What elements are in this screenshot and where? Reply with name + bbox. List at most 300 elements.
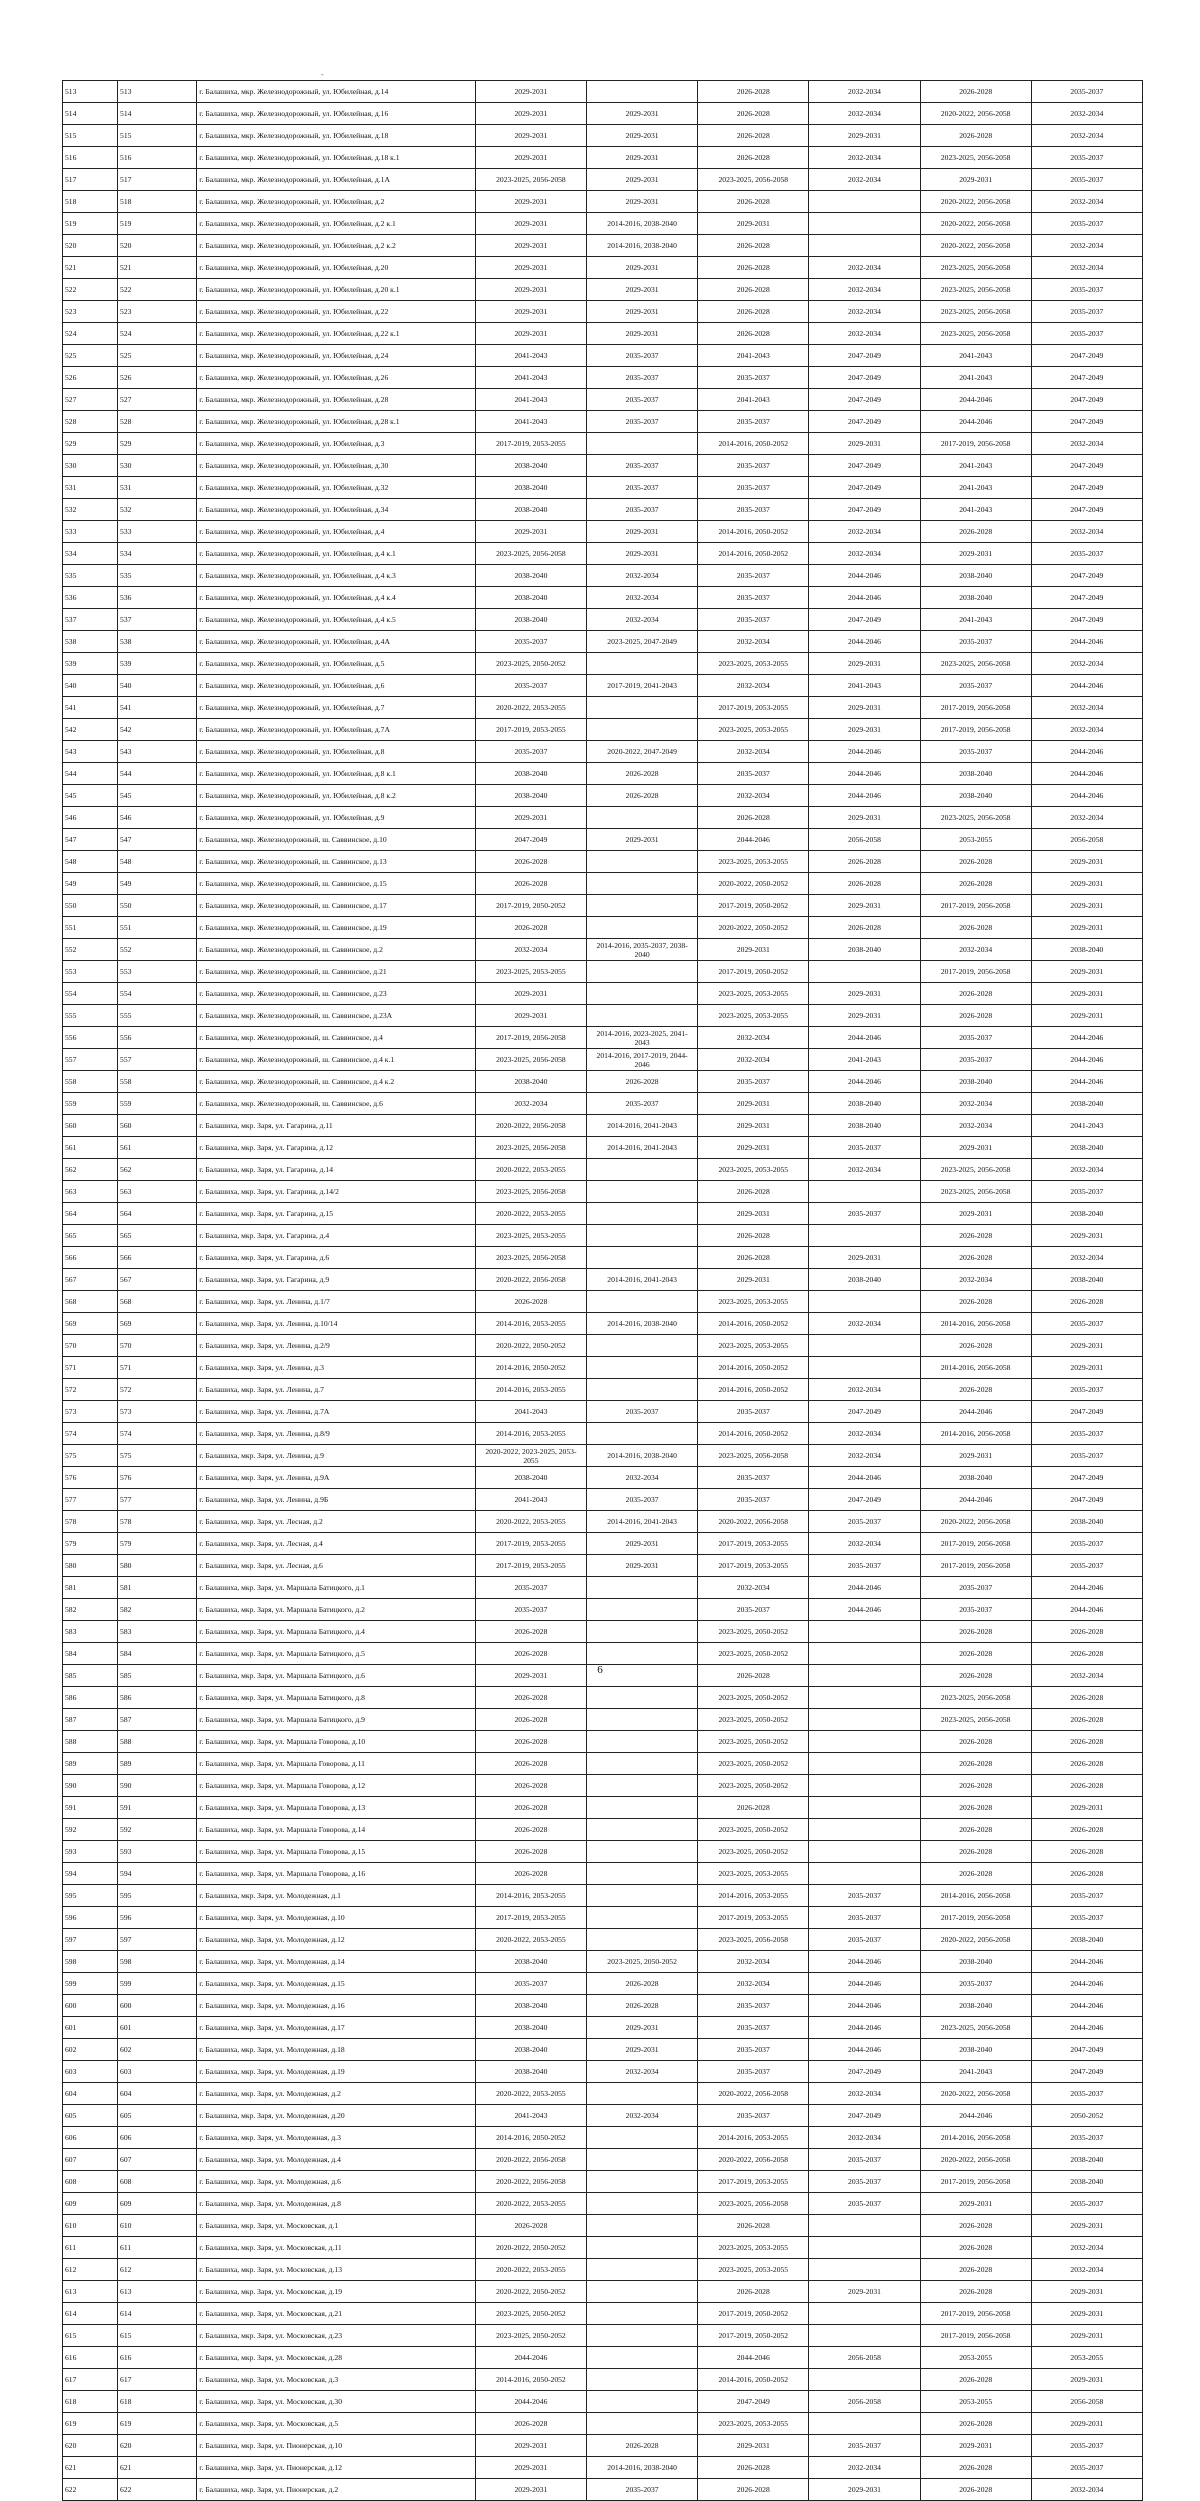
table-row	[63, 1203, 1143, 1225]
table-cell: 2032-2034	[1031, 2479, 1142, 2501]
table-row	[63, 213, 1143, 235]
table-row	[63, 1093, 1143, 1115]
table-cell: 2023-2025, 2056-2058	[920, 1687, 1031, 1709]
table-cell: 2026-2028	[920, 1775, 1031, 1797]
table-cell: 2029-2031	[475, 81, 586, 103]
table-row	[63, 1775, 1143, 1797]
table-cell: 2038-2040	[475, 1951, 586, 1973]
table-cell: 2038-2040	[920, 1995, 1031, 2017]
table-cell: 2029-2031	[475, 807, 586, 829]
table-cell: 2035-2037	[1031, 147, 1142, 169]
table-cell: 2023-2025, 2053-2055	[698, 719, 809, 741]
table-cell: 2026-2028	[698, 2457, 809, 2479]
table-cell: 2035-2037	[809, 1203, 920, 1225]
table-cell: 2035-2037	[698, 565, 809, 587]
table-cell: 2047-2049	[1031, 367, 1142, 389]
table-cell: 2056-2058	[1031, 829, 1142, 851]
table-cell	[809, 1863, 920, 1885]
table-cell: 2029-2031	[587, 543, 698, 565]
table-cell: 2029-2031	[475, 279, 586, 301]
table-cell: 2035-2037	[698, 1467, 809, 1489]
table-cell: 2017-2019, 2053-2055	[475, 719, 586, 741]
table-cell: 602	[63, 2039, 118, 2061]
table-cell: 2041-2043	[920, 455, 1031, 477]
table-row	[63, 2083, 1143, 2105]
table-cell: 535	[118, 565, 197, 587]
table-cell: 2035-2037	[809, 2435, 920, 2457]
table-cell: 537	[63, 609, 118, 631]
table-cell: г. Балашиха, мкр. Заря, ул. Московская, д.21	[197, 2303, 476, 2325]
table-cell: 2023-2025, 2056-2058	[475, 1049, 586, 1071]
table-cell: 2035-2037	[1031, 301, 1142, 323]
table-cell	[809, 2259, 920, 2281]
table-cell: г. Балашиха, мкр. Заря, ул. Молодежная, д.2	[197, 2083, 476, 2105]
table-cell	[587, 1885, 698, 1907]
table-cell: г. Балашиха, мкр. Заря, ул. Маршала Батицкого, д.8	[197, 1687, 476, 1709]
table-cell: г. Балашиха, мкр. Заря, ул. Маршала Батицкого, д.9	[197, 1709, 476, 1731]
table-row	[63, 455, 1143, 477]
table-cell: 2020-2022, 2053-2055	[475, 2193, 586, 2215]
table-cell: 2014-2016, 2038-2040	[587, 2457, 698, 2479]
table-cell: г. Балашиха, мкр. Железнодорожный, ул. Юбилейная, д.22	[197, 301, 476, 323]
table-cell: 2035-2037	[587, 367, 698, 389]
table-row	[63, 1049, 1143, 1071]
table-cell: 2020-2022, 2056-2058	[920, 213, 1031, 235]
table-cell: 2035-2037	[1031, 279, 1142, 301]
table-cell: 2020-2022, 2056-2058	[475, 2149, 586, 2171]
table-cell: 2035-2037	[1031, 2193, 1142, 2215]
table-row	[63, 1841, 1143, 1863]
table-cell: 620	[63, 2435, 118, 2457]
table-cell: 559	[63, 1093, 118, 1115]
table-cell: 580	[63, 1555, 118, 1577]
table-cell	[587, 895, 698, 917]
table-row	[63, 1863, 1143, 1885]
table-cell: г. Балашиха, мкр. Железнодорожный, ул. Юбилейная, д.24	[197, 345, 476, 367]
table-cell: 2041-2043	[920, 2061, 1031, 2083]
table-cell: 587	[118, 1709, 197, 1731]
table-cell: 622	[63, 2479, 118, 2501]
table-cell: 2014-2016, 2017-2019, 2044-2046	[587, 1049, 698, 1071]
table-cell: г. Балашиха, мкр. Заря, ул. Гагарина, д.6	[197, 1247, 476, 1269]
table-cell: г. Балашиха, мкр. Железнодорожный, ул. Юбилейная, д.14	[197, 81, 476, 103]
table-cell: 2023-2025, 2053-2055	[698, 2237, 809, 2259]
table-cell: 531	[118, 477, 197, 499]
table-cell: г. Балашиха, мкр. Железнодорожный, ул. Юбилейная, д.4 к.1	[197, 543, 476, 565]
table-cell: 585	[118, 1665, 197, 1687]
table-cell: 2038-2040	[920, 785, 1031, 807]
table-cell: 2026-2028	[920, 521, 1031, 543]
table-cell: 2044-2046	[1031, 631, 1142, 653]
table-cell: 520	[118, 235, 197, 257]
table-cell: 528	[118, 411, 197, 433]
table-cell: 2044-2046	[809, 1027, 920, 1049]
table-cell	[587, 653, 698, 675]
table-cell: 2020-2022, 2053-2055	[475, 1929, 586, 1951]
table-cell: 2023-2025, 2056-2058	[920, 257, 1031, 279]
table-cell: 2044-2046	[920, 389, 1031, 411]
table-row	[63, 675, 1143, 697]
table-cell: 2026-2028	[920, 81, 1031, 103]
table-cell: 2029-2031	[587, 301, 698, 323]
table-cell	[809, 1687, 920, 1709]
table-cell: 2029-2031	[1031, 917, 1142, 939]
table-cell: 2038-2040	[475, 1995, 586, 2017]
table-cell: г. Балашиха, мкр. Заря, ул. Гагарина, д.15	[197, 1203, 476, 1225]
table-cell: 2038-2040	[1031, 1269, 1142, 1291]
table-cell	[809, 2215, 920, 2237]
table-cell	[809, 961, 920, 983]
table-cell: 2029-2031	[475, 147, 586, 169]
table-cell: 525	[63, 345, 118, 367]
table-cell: 2026-2028	[475, 1775, 586, 1797]
table-cell	[587, 1841, 698, 1863]
table-cell: 2047-2049	[809, 477, 920, 499]
table-cell: 2026-2028	[920, 1797, 1031, 1819]
table-cell: 2014-2016, 2050-2052	[698, 1313, 809, 1335]
table-cell: 2023-2025, 2050-2052	[698, 1643, 809, 1665]
table-cell: 600	[63, 1995, 118, 2017]
table-cell: 522	[118, 279, 197, 301]
table-cell: 2026-2028	[475, 1621, 586, 1643]
table-cell: 2032-2034	[1031, 235, 1142, 257]
table-row	[63, 389, 1143, 411]
table-cell: 2020-2022, 2056-2058	[920, 2083, 1031, 2105]
table-row	[63, 147, 1143, 169]
table-cell	[587, 1753, 698, 1775]
table-cell: 2047-2049	[1031, 389, 1142, 411]
table-cell: 2035-2037	[1031, 2435, 1142, 2457]
table-cell: 2029-2031	[1031, 2215, 1142, 2237]
table-cell	[587, 1225, 698, 1247]
table-cell: 541	[63, 697, 118, 719]
table-cell: 569	[63, 1313, 118, 1335]
table-cell: 557	[118, 1049, 197, 1071]
table-cell: 2044-2046	[1031, 741, 1142, 763]
table-cell: 2041-2043	[698, 345, 809, 367]
table-cell: 2029-2031	[809, 1247, 920, 1269]
table-cell: г. Балашиха, мкр. Железнодорожный, ул. Юбилейная, д.4	[197, 521, 476, 543]
table-cell: 2026-2028	[920, 2413, 1031, 2435]
table-cell: г. Балашиха, мкр. Железнодорожный, ш. Саввинское, д.15	[197, 873, 476, 895]
table-cell: 2026-2028	[920, 1005, 1031, 1027]
table-cell: 2035-2037	[698, 1995, 809, 2017]
table-cell: 522	[63, 279, 118, 301]
table-row	[63, 2479, 1143, 2501]
table-cell: 554	[118, 983, 197, 1005]
table-cell	[809, 1291, 920, 1313]
table-cell: 2017-2019, 2056-2058	[920, 895, 1031, 917]
table-cell: 2026-2028	[1031, 1643, 1142, 1665]
table-row	[63, 1643, 1143, 1665]
table-cell: 2014-2016, 2056-2058	[920, 1313, 1031, 1335]
table-cell: 539	[118, 653, 197, 675]
table-cell: 2029-2031	[698, 1115, 809, 1137]
table-cell: 2029-2031	[587, 169, 698, 191]
table-cell: 515	[118, 125, 197, 147]
table-cell: 2026-2028	[698, 807, 809, 829]
table-cell: 2044-2046	[475, 2347, 586, 2369]
table-cell: 2014-2016, 2053-2055	[475, 1885, 586, 1907]
table-cell: 2035-2037	[587, 411, 698, 433]
table-cell: 569	[118, 1313, 197, 1335]
table-cell: г. Балашиха, мкр. Заря, ул. Маршала Говорова, д.13	[197, 1797, 476, 1819]
table-cell: 2023-2025, 2056-2058	[920, 279, 1031, 301]
table-cell: г. Балашиха, мкр. Заря, ул. Гагарина, д.4	[197, 1225, 476, 1247]
table-cell	[587, 1687, 698, 1709]
table-cell: 2032-2034	[809, 1159, 920, 1181]
table-cell: 2029-2031	[698, 1203, 809, 1225]
table-cell: 2035-2037	[920, 675, 1031, 697]
table-cell: 2017-2019, 2053-2055	[698, 1907, 809, 1929]
table-cell: 2032-2034	[809, 521, 920, 543]
table-cell: 2038-2040	[475, 499, 586, 521]
table-cell: 2029-2031	[587, 2039, 698, 2061]
table-cell: 2029-2031	[698, 1093, 809, 1115]
table-cell: 540	[63, 675, 118, 697]
table-cell: 547	[63, 829, 118, 851]
table-cell: 567	[63, 1269, 118, 1291]
table-cell: 2026-2028	[698, 279, 809, 301]
table-cell: г. Балашиха, мкр. Заря, ул. Московская, д.3	[197, 2369, 476, 2391]
table-cell: 2056-2058	[809, 2391, 920, 2413]
table-cell: г. Балашиха, мкр. Заря, ул. Молодежная, д.19	[197, 2061, 476, 2083]
table-cell: 524	[118, 323, 197, 345]
table-cell: 2026-2028	[698, 2281, 809, 2303]
table-cell: 523	[118, 301, 197, 323]
table-cell: 2014-2016, 2023-2025, 2041-2043	[587, 1027, 698, 1049]
table-cell: 589	[118, 1753, 197, 1775]
table-cell: 2017-2019, 2050-2052	[475, 895, 586, 917]
table-cell: г. Балашиха, мкр. Железнодорожный, ул. Юбилейная, д.32	[197, 477, 476, 499]
table-row	[63, 1423, 1143, 1445]
table-cell: 577	[118, 1489, 197, 1511]
table-cell: 2035-2037	[698, 2061, 809, 2083]
table-cell: г. Балашиха, мкр. Заря, ул. Ленина, д.3	[197, 1357, 476, 1379]
table-cell: 2029-2031	[809, 2281, 920, 2303]
table-cell: 2026-2028	[1031, 1731, 1142, 1753]
table-cell: 2029-2031	[809, 983, 920, 1005]
table-cell: 591	[118, 1797, 197, 1819]
table-cell: 2044-2046	[809, 1995, 920, 2017]
table-cell	[587, 807, 698, 829]
table-cell: 581	[118, 1577, 197, 1599]
table-cell: г. Балашиха, мкр. Железнодорожный, ул. Юбилейная, д.22 к.1	[197, 323, 476, 345]
table-cell: 611	[63, 2237, 118, 2259]
table-cell: 2026-2028	[1031, 1291, 1142, 1313]
table-row	[63, 1555, 1143, 1577]
table-cell: 2014-2016, 2050-2052	[475, 2127, 586, 2149]
table-cell: 2032-2034	[920, 1093, 1031, 1115]
table-row	[63, 1511, 1143, 1533]
table-cell: 2026-2028	[475, 2215, 586, 2237]
table-cell: 2023-2025, 2053-2055	[698, 983, 809, 1005]
table-cell: 565	[63, 1225, 118, 1247]
table-cell: 2026-2028	[1031, 1753, 1142, 1775]
table-cell: 2044-2046	[809, 587, 920, 609]
table-row	[63, 2237, 1143, 2259]
table-cell: г. Балашиха, мкр. Железнодорожный, ул. Юбилейная, д.18	[197, 125, 476, 147]
table-cell: 2032-2034	[920, 939, 1031, 961]
table-cell: 612	[118, 2259, 197, 2281]
table-cell: 608	[118, 2171, 197, 2193]
table-cell: 2029-2031	[475, 323, 586, 345]
top-mark: -	[321, 70, 324, 79]
table-cell: 548	[118, 851, 197, 873]
table-cell: 524	[63, 323, 118, 345]
table-cell: 2044-2046	[920, 2105, 1031, 2127]
table-cell: 2023-2025, 2056-2058	[920, 301, 1031, 323]
table-cell: 2038-2040	[920, 2039, 1031, 2061]
table-row	[63, 169, 1143, 191]
table-cell: 2047-2049	[1031, 609, 1142, 631]
table-cell: г. Балашиха, мкр. Заря, ул. Маршала Батицкого, д.5	[197, 1643, 476, 1665]
table-cell: 2023-2025, 2056-2058	[475, 1181, 586, 1203]
table-cell: 2017-2019, 2050-2052	[698, 895, 809, 917]
table-cell: 2032-2034	[698, 631, 809, 653]
table-cell: 2032-2034	[698, 1049, 809, 1071]
table-cell: 2026-2028	[698, 191, 809, 213]
table-cell: 544	[63, 763, 118, 785]
table-cell	[587, 719, 698, 741]
table-cell: 2035-2037	[698, 609, 809, 631]
table-row	[63, 1819, 1143, 1841]
table-cell: 2032-2034	[698, 1973, 809, 1995]
table-cell: г. Балашиха, мкр. Железнодорожный, ш. Саввинское, д.2	[197, 939, 476, 961]
table-cell: 2032-2034	[809, 1533, 920, 1555]
table-cell: 2014-2016, 2056-2058	[920, 1885, 1031, 1907]
table-cell: 2029-2031	[475, 301, 586, 323]
table-cell: 2014-2016, 2053-2055	[698, 2127, 809, 2149]
table-cell	[587, 2347, 698, 2369]
table-cell: 2035-2037	[587, 1401, 698, 1423]
table-cell: 543	[63, 741, 118, 763]
table-row	[63, 81, 1143, 103]
table-cell	[587, 1291, 698, 1313]
table-cell: 2038-2040	[809, 1269, 920, 1291]
table-cell: г. Балашиха, мкр. Железнодорожный, ул. Юбилейная, д.30	[197, 455, 476, 477]
table-cell: 2017-2019, 2056-2058	[920, 1555, 1031, 1577]
table-cell: г. Балашиха, мкр. Железнодорожный, ул. Юбилейная, д.8	[197, 741, 476, 763]
table-cell: 2035-2037	[1031, 213, 1142, 235]
table-cell: 2029-2031	[809, 1005, 920, 1027]
table-cell: 2029-2031	[475, 1665, 586, 1687]
table-cell	[587, 2259, 698, 2281]
table-cell: 2026-2028	[920, 1291, 1031, 1313]
table-cell: г. Балашиха, мкр. Железнодорожный, ул. Юбилейная, д.3	[197, 433, 476, 455]
table-cell: 2032-2034	[809, 301, 920, 323]
table-cell	[587, 2369, 698, 2391]
table-row	[63, 1005, 1143, 1027]
table-cell: 588	[63, 1731, 118, 1753]
table-cell: 2029-2031	[1031, 2281, 1142, 2303]
table-cell: 2017-2019, 2050-2052	[698, 2325, 809, 2347]
table-cell: 2035-2037	[1031, 2127, 1142, 2149]
table-cell	[587, 1775, 698, 1797]
table-cell: 557	[63, 1049, 118, 1071]
table-row	[63, 719, 1143, 741]
table-cell: 2026-2028	[920, 1643, 1031, 1665]
table-cell: 2038-2040	[475, 587, 586, 609]
table-cell: 2029-2031	[1031, 873, 1142, 895]
table-cell: 2032-2034	[809, 147, 920, 169]
table-cell: 568	[118, 1291, 197, 1313]
table-row	[63, 499, 1143, 521]
table-cell: 2023-2025, 2050-2052	[698, 1819, 809, 1841]
table-cell: 580	[118, 1555, 197, 1577]
table-cell: 2032-2034	[809, 1379, 920, 1401]
table-cell: г. Балашиха, мкр. Железнодорожный, ул. Юбилейная, д.5	[197, 653, 476, 675]
table-row	[63, 257, 1143, 279]
table-cell: 2044-2046	[1031, 675, 1142, 697]
table-cell: 2023-2025, 2050-2052	[698, 1687, 809, 1709]
table-cell	[587, 983, 698, 1005]
table-cell: 2023-2025, 2056-2058	[920, 1709, 1031, 1731]
table-cell: 2029-2031	[587, 125, 698, 147]
table-cell: 616	[63, 2347, 118, 2369]
table-cell: 622	[118, 2479, 197, 2501]
table-cell: 2026-2028	[475, 1687, 586, 1709]
table-cell: г. Балашиха, мкр. Заря, ул. Маршала Батицкого, д.1	[197, 1577, 476, 1599]
table-cell: 602	[118, 2039, 197, 2061]
table-cell: 2029-2031	[587, 323, 698, 345]
table-cell: 2026-2028	[920, 2457, 1031, 2479]
table-row	[63, 1489, 1143, 1511]
table-cell: 573	[63, 1401, 118, 1423]
table-cell: 2035-2037	[809, 1929, 920, 1951]
table-cell	[587, 2281, 698, 2303]
table-cell: 2035-2037	[698, 1599, 809, 1621]
table-cell: 564	[118, 1203, 197, 1225]
table-cell: 592	[63, 1819, 118, 1841]
table-cell: 585	[63, 1665, 118, 1687]
table-cell: г. Балашиха, мкр. Заря, ул. Московская, д.30	[197, 2391, 476, 2413]
table-cell: 2038-2040	[475, 1071, 586, 1093]
table-cell: 533	[118, 521, 197, 543]
table-cell: 2023-2025, 2056-2058	[920, 2017, 1031, 2039]
table-cell: 2026-2028	[1031, 1819, 1142, 1841]
table-cell: 2044-2046	[1031, 1577, 1142, 1599]
table-cell: 2047-2049	[809, 2105, 920, 2127]
table-cell: г. Балашиха, мкр. Железнодорожный, ул. Юбилейная, д.9	[197, 807, 476, 829]
table-cell: 2035-2037	[1031, 2083, 1142, 2105]
table-cell: 2026-2028	[920, 2237, 1031, 2259]
table-cell: 2038-2040	[920, 1951, 1031, 1973]
table-cell: 2014-2016, 2053-2055	[698, 1885, 809, 1907]
table-cell	[809, 1731, 920, 1753]
table-cell: 594	[63, 1863, 118, 1885]
table-cell: 2020-2022, 2053-2055	[475, 697, 586, 719]
table-cell: 541	[118, 697, 197, 719]
table-cell: 518	[63, 191, 118, 213]
table-cell: 2047-2049	[1031, 587, 1142, 609]
table-cell: 2023-2025, 2050-2052	[475, 2325, 586, 2347]
table-cell: г. Балашиха, мкр. Заря, ул. Ленина, д.9А	[197, 1467, 476, 1489]
table-cell: 2029-2031	[920, 2193, 1031, 2215]
table-cell: 2029-2031	[920, 169, 1031, 191]
table-cell: 2047-2049	[809, 411, 920, 433]
table-cell: 597	[63, 1929, 118, 1951]
table-cell: г. Балашиха, мкр. Железнодорожный, ул. Юбилейная, д.4 к.4	[197, 587, 476, 609]
table-cell: 2032-2034	[1031, 103, 1142, 125]
table-cell: г. Балашиха, мкр. Железнодорожный, ул. Юбилейная, д.28 к.1	[197, 411, 476, 433]
table-cell: 2026-2028	[475, 1819, 586, 1841]
table-cell: 2026-2028	[475, 1731, 586, 1753]
table-cell: 588	[118, 1731, 197, 1753]
table-cell: 621	[63, 2457, 118, 2479]
table-cell: 2026-2028	[920, 1335, 1031, 1357]
table-cell: 2026-2028	[475, 2413, 586, 2435]
